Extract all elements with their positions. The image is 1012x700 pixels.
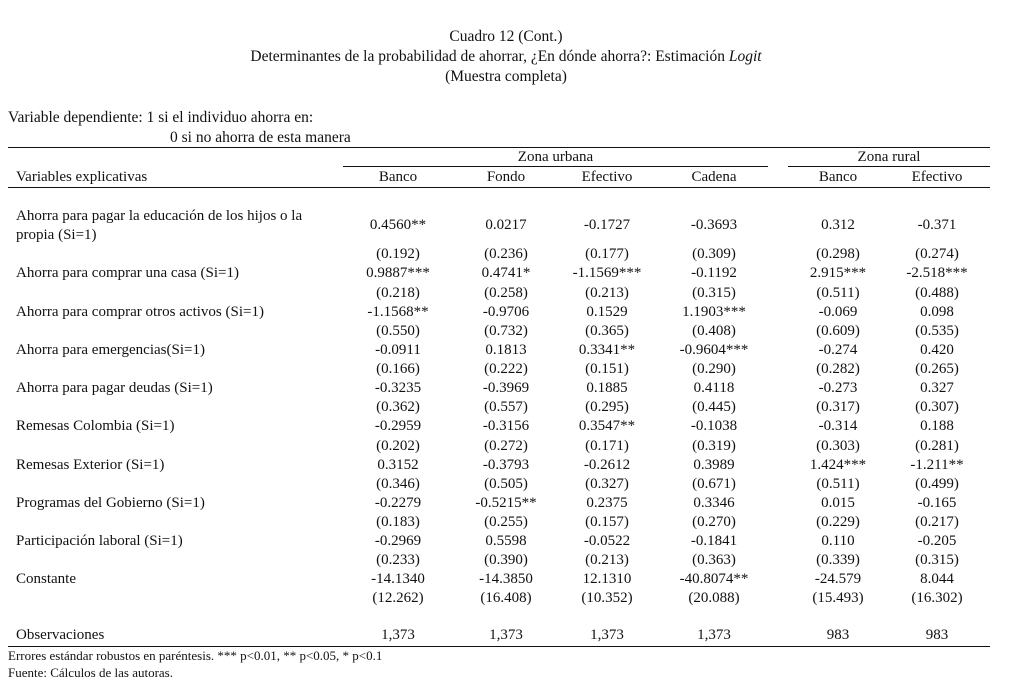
- standard-error-cell: (0.511): [816, 476, 860, 492]
- coefficient-cell: 0.1813: [485, 342, 527, 358]
- coefficient-cell: -0.2612: [583, 457, 631, 473]
- group-header-urban: Zona urbana: [517, 149, 594, 165]
- standard-error-cell: (0.557): [484, 399, 528, 415]
- standard-error-cell: (0.236): [484, 246, 528, 262]
- standard-error-cell: (0.157): [585, 514, 629, 530]
- coefficient-cell: 0.327: [920, 380, 954, 396]
- coefficient-cell: 0.3341**: [578, 342, 636, 358]
- standard-error-cell: (0.295): [585, 399, 629, 415]
- standard-error-cell: (10.352): [581, 590, 633, 606]
- standard-error-cell: (0.233): [376, 552, 420, 568]
- coefficient-cell: 0.2375: [586, 495, 628, 511]
- table-subtitle: (Muestra completa): [445, 68, 567, 85]
- coefficient-cell: -0.3969: [482, 380, 530, 396]
- coefficient-cell: 0.3989: [693, 457, 735, 473]
- standard-error-cell: (0.213): [585, 552, 629, 568]
- standard-error-cell: (0.229): [816, 514, 860, 530]
- coefficient-cell: 0.9887***: [366, 265, 430, 281]
- coefficient-cell: 8.044: [920, 571, 954, 587]
- column-header: Efectivo: [911, 169, 963, 185]
- coefficient-cell: 0.0217: [485, 217, 527, 233]
- coefficient-cell: 12.1310: [582, 571, 632, 587]
- observations-cell: 1,373: [489, 627, 523, 643]
- footnote-source: Fuente: Cálculos de las autoras.: [8, 665, 173, 680]
- group-header-rural: Zona rural: [857, 149, 921, 165]
- coefficient-cell: 2.915***: [809, 265, 867, 281]
- coefficient-cell: -0.0522: [583, 533, 631, 549]
- coefficient-cell: -0.9604***: [679, 342, 749, 358]
- standard-error-cell: (0.272): [484, 438, 528, 454]
- standard-error-cell: (0.671): [692, 476, 736, 492]
- standard-error-cell: (0.550): [376, 323, 420, 339]
- column-header: Cadena: [691, 169, 737, 185]
- row-label: Constante: [16, 571, 76, 587]
- table-number: Cuadro 12 (Cont.): [449, 28, 563, 45]
- standard-error-cell: (0.609): [816, 323, 860, 339]
- standard-error-cell: (0.315): [692, 285, 736, 301]
- column-header: Banco: [378, 169, 418, 185]
- dependent-line-1: Variable dependiente: 1 si el individuo ahorra en:: [8, 109, 314, 126]
- standard-error-cell: (12.262): [372, 590, 424, 606]
- coefficient-cell: -24.579: [814, 571, 862, 587]
- standard-error-cell: (0.488): [915, 285, 959, 301]
- standard-error-cell: (0.363): [692, 552, 736, 568]
- coefficient-cell: 0.312: [821, 217, 855, 233]
- coefficient-cell: -0.2959: [374, 418, 422, 434]
- standard-error-cell: (0.505): [484, 476, 528, 492]
- coefficient-cell: 0.3547**: [578, 418, 636, 434]
- coefficient-cell: 0.5598: [485, 533, 527, 549]
- standard-error-cell: (0.217): [915, 514, 959, 530]
- standard-error-cell: (0.319): [692, 438, 736, 454]
- coefficient-cell: 0.1529: [586, 304, 628, 320]
- observations-label: Observaciones: [16, 627, 105, 643]
- standard-error-cell: (0.390): [484, 552, 528, 568]
- coefficient-cell: -14.3850: [479, 571, 533, 587]
- footnote-significance: Errores estándar robustos en paréntesis. *** p<0.01, ** p<0.05, * p<0.1: [8, 648, 383, 663]
- coefficient-cell: -0.3235: [374, 380, 422, 396]
- standard-error-cell: (0.274): [915, 246, 959, 262]
- coefficient-cell: 0.4118: [693, 380, 735, 396]
- standard-error-cell: (0.151): [585, 361, 629, 377]
- standard-error-cell: (0.258): [484, 285, 528, 301]
- row-label: Ahorra para comprar una casa (Si=1): [16, 265, 239, 281]
- table-caption: [0, 47, 1012, 67]
- dependent-line-2: 0 si no ahorra de esta manera: [170, 129, 351, 146]
- standard-error-cell: (0.166): [376, 361, 420, 377]
- row-label-continued: propia (Si=1): [16, 227, 97, 243]
- coefficient-cell: 0.3346: [693, 495, 735, 511]
- standard-error-cell: (15.493): [812, 590, 864, 606]
- coefficient-cell: -0.3693: [690, 217, 738, 233]
- coefficient-cell: -0.069: [818, 304, 858, 320]
- coefficient-cell: 0.188: [920, 418, 954, 434]
- coefficient-cell: -2.518***: [906, 265, 968, 281]
- coefficient-cell: -0.3793: [482, 457, 530, 473]
- caption-text: Determinantes de la probabilidad de ahorrar, ¿En dónde ahorra?: Estimación: [250, 48, 729, 65]
- column-header: Efectivo: [581, 169, 633, 185]
- standard-error-cell: (0.309): [692, 246, 736, 262]
- coefficient-cell: 1.424***: [809, 457, 867, 473]
- coefficient-cell: -0.5215**: [475, 495, 537, 511]
- standard-error-cell: (0.499): [915, 476, 959, 492]
- coefficient-cell: -0.273: [818, 380, 858, 396]
- standard-error-cell: (0.298): [816, 246, 860, 262]
- standard-error-cell: (0.303): [816, 438, 860, 454]
- coefficient-cell: 0.4560**: [369, 217, 427, 233]
- standard-error-cell: (16.302): [911, 590, 963, 606]
- coefficient-cell: -0.1727: [583, 217, 631, 233]
- standard-error-cell: (0.732): [484, 323, 528, 339]
- row-label: Participación laboral (Si=1): [16, 533, 183, 549]
- observations-cell: 1,373: [590, 627, 624, 643]
- standard-error-cell: (0.192): [376, 246, 420, 262]
- standard-error-cell: (0.171): [585, 438, 629, 454]
- coefficient-cell: 0.015: [821, 495, 855, 511]
- row-label: Ahorra para comprar otros activos (Si=1): [16, 304, 264, 320]
- dependent-variable: [8, 108, 351, 148]
- standard-error-cell: (0.282): [816, 361, 860, 377]
- standard-error-cell: (0.183): [376, 514, 420, 530]
- header-bottom-rule: [8, 187, 990, 188]
- header-variables: Variables explicativas: [16, 169, 148, 185]
- standard-error-cell: (0.317): [816, 399, 860, 415]
- standard-error-cell: (0.255): [484, 514, 528, 530]
- coefficient-cell: -1.211**: [910, 457, 964, 473]
- coefficient-cell: -0.9706: [482, 304, 530, 320]
- standard-error-cell: (0.213): [585, 285, 629, 301]
- standard-error-cell: (0.222): [484, 361, 528, 377]
- standard-error-cell: (0.218): [376, 285, 420, 301]
- row-label: Ahorra para emergencias(Si=1): [16, 342, 205, 358]
- column-header: Banco: [818, 169, 858, 185]
- coefficient-cell: -1.1569***: [572, 265, 642, 281]
- coefficient-cell: 0.110: [821, 533, 855, 549]
- standard-error-cell: (0.408): [692, 323, 736, 339]
- standard-error-cell: (0.362): [376, 399, 420, 415]
- coefficient-cell: 0.3152: [377, 457, 419, 473]
- row-label: Ahorra para pagar la educación de los hijos o la: [16, 208, 303, 224]
- observations-cell: 983: [826, 627, 850, 643]
- standard-error-cell: (0.365): [585, 323, 629, 339]
- standard-error-cell: (0.315): [915, 552, 959, 568]
- row-label: Remesas Colombia (Si=1): [16, 418, 175, 434]
- coefficient-cell: -0.314: [818, 418, 858, 434]
- coefficient-cell: -0.3156: [482, 418, 530, 434]
- table-title: [0, 27, 1012, 87]
- coefficient-cell: -0.0911: [375, 342, 421, 358]
- standard-error-cell: (0.265): [915, 361, 959, 377]
- coefficient-cell: -0.2969: [374, 533, 422, 549]
- coefficient-cell: -0.371: [917, 217, 957, 233]
- coefficient-cell: -0.1038: [690, 418, 738, 434]
- coefficient-cell: 0.4741*: [481, 265, 531, 281]
- observations-cell: 983: [925, 627, 949, 643]
- coefficient-cell: -0.274: [818, 342, 858, 358]
- coefficient-cell: -0.165: [917, 495, 957, 511]
- standard-error-cell: (0.177): [585, 246, 629, 262]
- row-label: Remesas Exterior (Si=1): [16, 457, 165, 473]
- coefficient-cell: 0.098: [920, 304, 954, 320]
- standard-error-cell: (16.408): [480, 590, 532, 606]
- coefficient-cell: 0.420: [920, 342, 954, 358]
- coefficient-cell: -40.8074**: [679, 571, 749, 587]
- standard-error-cell: (0.281): [915, 438, 959, 454]
- coefficient-cell: -0.205: [917, 533, 957, 549]
- standard-error-cell: (20.088): [688, 590, 740, 606]
- coefficient-cell: -0.1192: [691, 265, 737, 281]
- coefficient-cell: -14.1340: [371, 571, 425, 587]
- caption-italic: Logit: [728, 48, 762, 65]
- standard-error-cell: (0.202): [376, 438, 420, 454]
- observations-cell: 1,373: [381, 627, 415, 643]
- standard-error-cell: (0.307): [915, 399, 959, 415]
- standard-error-cell: (0.346): [376, 476, 420, 492]
- standard-error-cell: (0.445): [692, 399, 736, 415]
- standard-error-cell: (0.290): [692, 361, 736, 377]
- standard-error-cell: (0.535): [915, 323, 959, 339]
- column-header: Fondo: [486, 169, 526, 185]
- coefficient-cell: 1.1903***: [682, 304, 746, 320]
- standard-error-cell: (0.270): [692, 514, 736, 530]
- standard-error-cell: (0.339): [816, 552, 860, 568]
- observations-cell: 1,373: [697, 627, 731, 643]
- coefficient-cell: -0.1841: [690, 533, 738, 549]
- row-label: Ahorra para pagar deudas (Si=1): [16, 380, 213, 396]
- standard-error-cell: (0.511): [816, 285, 860, 301]
- standard-error-cell: (0.327): [585, 476, 629, 492]
- row-label: Programas del Gobierno (Si=1): [16, 495, 205, 511]
- coefficient-cell: -1.1568**: [367, 304, 429, 320]
- coefficient-cell: -0.2279: [374, 495, 422, 511]
- coefficient-cell: 0.1885: [586, 380, 628, 396]
